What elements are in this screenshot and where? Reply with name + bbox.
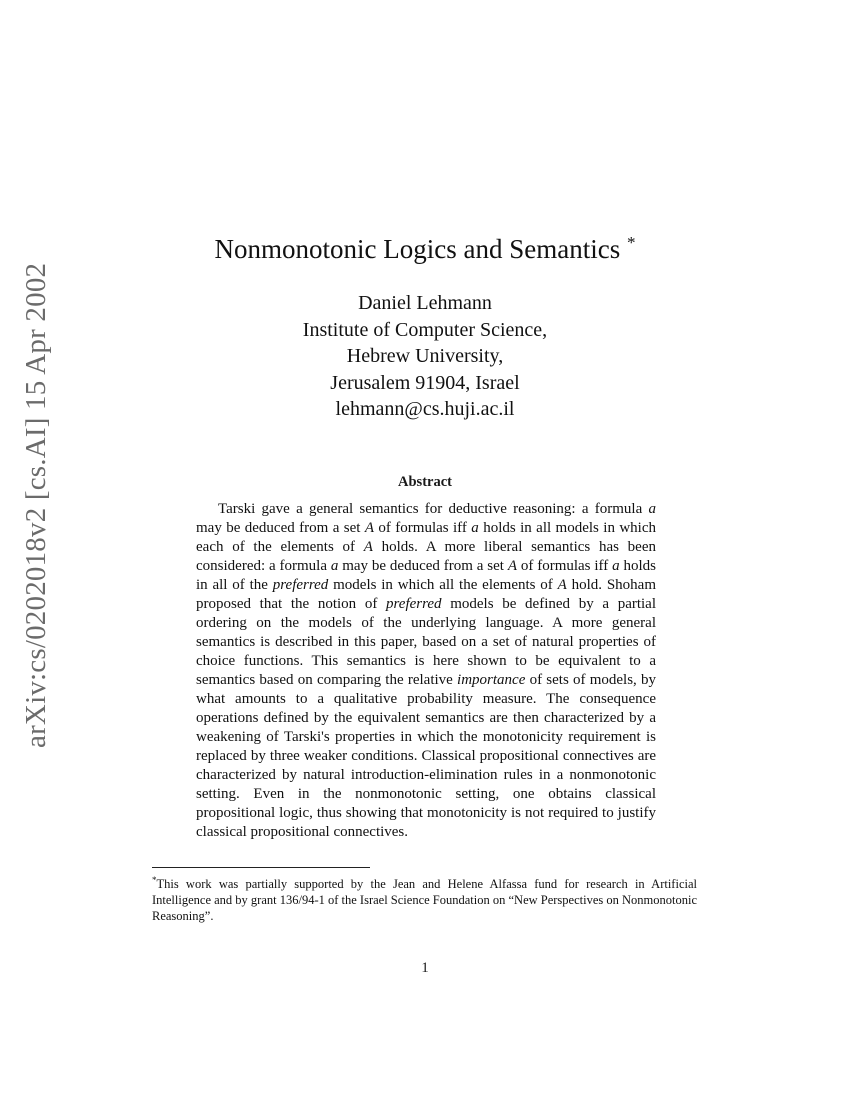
abstract-heading: Abstract xyxy=(398,474,452,490)
footnote-text: This work was partially supported by the Jean and Helene Alfassa fund for research in Artificial Intelligence and by grant 136/94-1 of the Israel Science Foundation on “New Perspectives on Nonmonotonic Reasoning”. xyxy=(152,877,697,924)
affiliation-line-1: Institute of Computer Science, xyxy=(302,318,548,341)
title-text: Nonmonotonic Logics and Semantics xyxy=(214,234,621,264)
author-email: lehmann@cs.huji.ac.il xyxy=(335,398,515,420)
affiliation-line-3: Jerusalem 91904, Israel xyxy=(330,371,520,394)
footnote-mark: * xyxy=(152,875,157,885)
author-block xyxy=(0,290,850,423)
footnote-rule xyxy=(152,867,370,868)
abstract-body: Tarski gave a general semantics for deductive reasoning: a formula a may be deduced from a set A of formulas iff a holds in all models in which each of the elements of A holds. A more liberal semantics has been considered: a formula a may be deduced from a set A of formulas iff a holds in all of the preferred models in which all the elements of A hold. Shoham proposed that the notion of preferred models be defined by a partial ordering on the models of the underlying language. A more general semantics is described in this paper, based on a set of natural properties of choice functions. This semantics is here shown to be equivalent to a semantics based on comparing the relative importance of sets of models, by what amounts to a qualitative probability measure. The consequence operations defined by the equivalent semantics are then characterized by a weakening of Tarski's properties in which the monotonicity requirement is replaced by three weaker conditions. Classical propositional connectives are characterized by natural introduction-elimination rules in a nonmonotonic setting. Even in the nonmonotonic setting, one obtains classical propositional logic, thus showing that monotonicity is not required to justify classical propositional connectives. xyxy=(196,501,657,840)
title-footnote-mark: * xyxy=(626,233,636,252)
author-name: Daniel Lehmann xyxy=(358,292,492,314)
footnote xyxy=(152,872,697,924)
arxiv-identifier-stamp: arXiv:cs/0202018v2 [cs.AI] 15 Apr 2002 xyxy=(20,262,52,748)
page-number: 1 xyxy=(421,960,429,976)
paper-title xyxy=(0,233,850,265)
affiliation-line-2: Hebrew University, xyxy=(346,345,504,367)
